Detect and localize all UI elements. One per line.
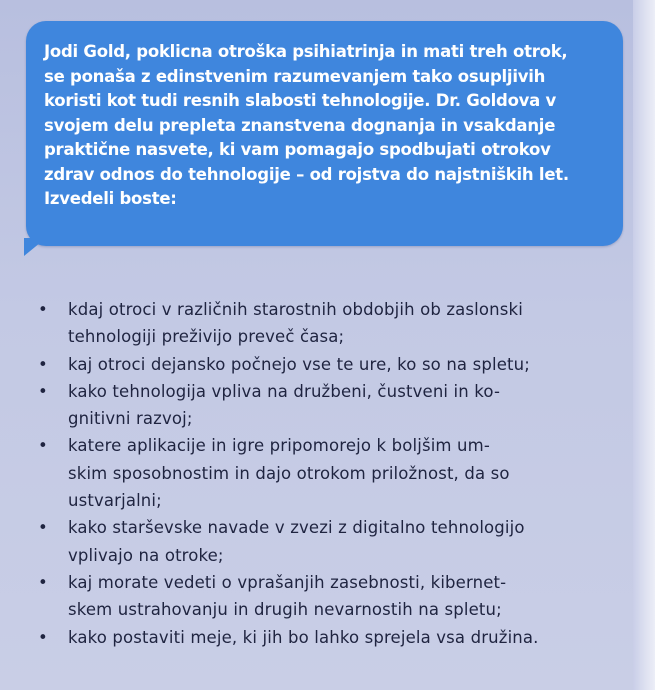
intro-line: Jodi Gold, poklicna otroška psihiatrinja in mati treh otrok, (44, 42, 568, 61)
list-item (38, 432, 638, 514)
list-item-line: kako starševske navade v zvezi z digitalno tehnologijo (68, 518, 525, 538)
bullet-icon: • (38, 572, 48, 592)
intro-paragraph (44, 40, 624, 212)
list-item-line: tehnologiji preživijo preveč časa; (68, 327, 345, 347)
bullet-icon: • (38, 354, 48, 374)
intro-line: praktične nasvete, ki vam pomagajo spodbujati otrokov (44, 140, 551, 159)
list-item (38, 296, 638, 351)
list-item-line: kaj otroci dejansko počnejo vse te ure, ko so na spletu; (68, 354, 530, 374)
benefits-list (38, 296, 638, 651)
bullet-icon: • (38, 300, 48, 319)
list-item-line: kako postaviti meje, ki jih bo lahko sprejela vsa družina. (68, 627, 539, 647)
list-item (38, 514, 638, 569)
list-item-line: katere aplikacije in igre pripomorejo k boljšim um- (68, 436, 490, 456)
bullet-icon: • (38, 627, 48, 647)
list-item-line: skim sposobnostim in dajo otrokom priložnost, da so (68, 463, 510, 483)
list-item (38, 351, 638, 378)
intro-line: svojem delu prepleta znanstvena dognanja in vsakdanje (44, 115, 556, 135)
speech-bubble-tail (24, 238, 46, 256)
list-item-line: vplivajo na otroke; (68, 545, 224, 565)
bullet-icon: • (38, 381, 48, 401)
list-item (38, 569, 638, 624)
bullet-icon: • (38, 518, 48, 538)
bullet-icon: • (38, 436, 48, 456)
list-item-line: ustvarjalni; (68, 491, 162, 511)
list-item (38, 378, 638, 433)
list-item-line: kako tehnologija vpliva na družbeni, čustveni in ko- (68, 381, 501, 401)
intro-line: Izvedeli boste: (44, 189, 177, 208)
intro-line: se ponaša z edinstvenim razumevanjem tako osupljivih (44, 66, 546, 86)
intro-line: zdrav odnos do tehnologije – od rojstva do najstniških let. (44, 164, 569, 184)
list-item-line: kaj morate vedeti o vprašanjih zasebnosti, kibernet- (68, 572, 507, 592)
list-item-line: skem ustrahovanju in drugih nevarnostih na spletu; (68, 600, 502, 620)
list-item (38, 624, 638, 651)
list-item-line: gnitivni razvoj; (68, 409, 193, 429)
list-item-line: kdaj otroci v različnih starostnih obdobjih ob zaslonski (68, 300, 523, 319)
intro-line: koristi kot tudi resnih slabosti tehnologije. Dr. Goldova v (44, 91, 557, 110)
